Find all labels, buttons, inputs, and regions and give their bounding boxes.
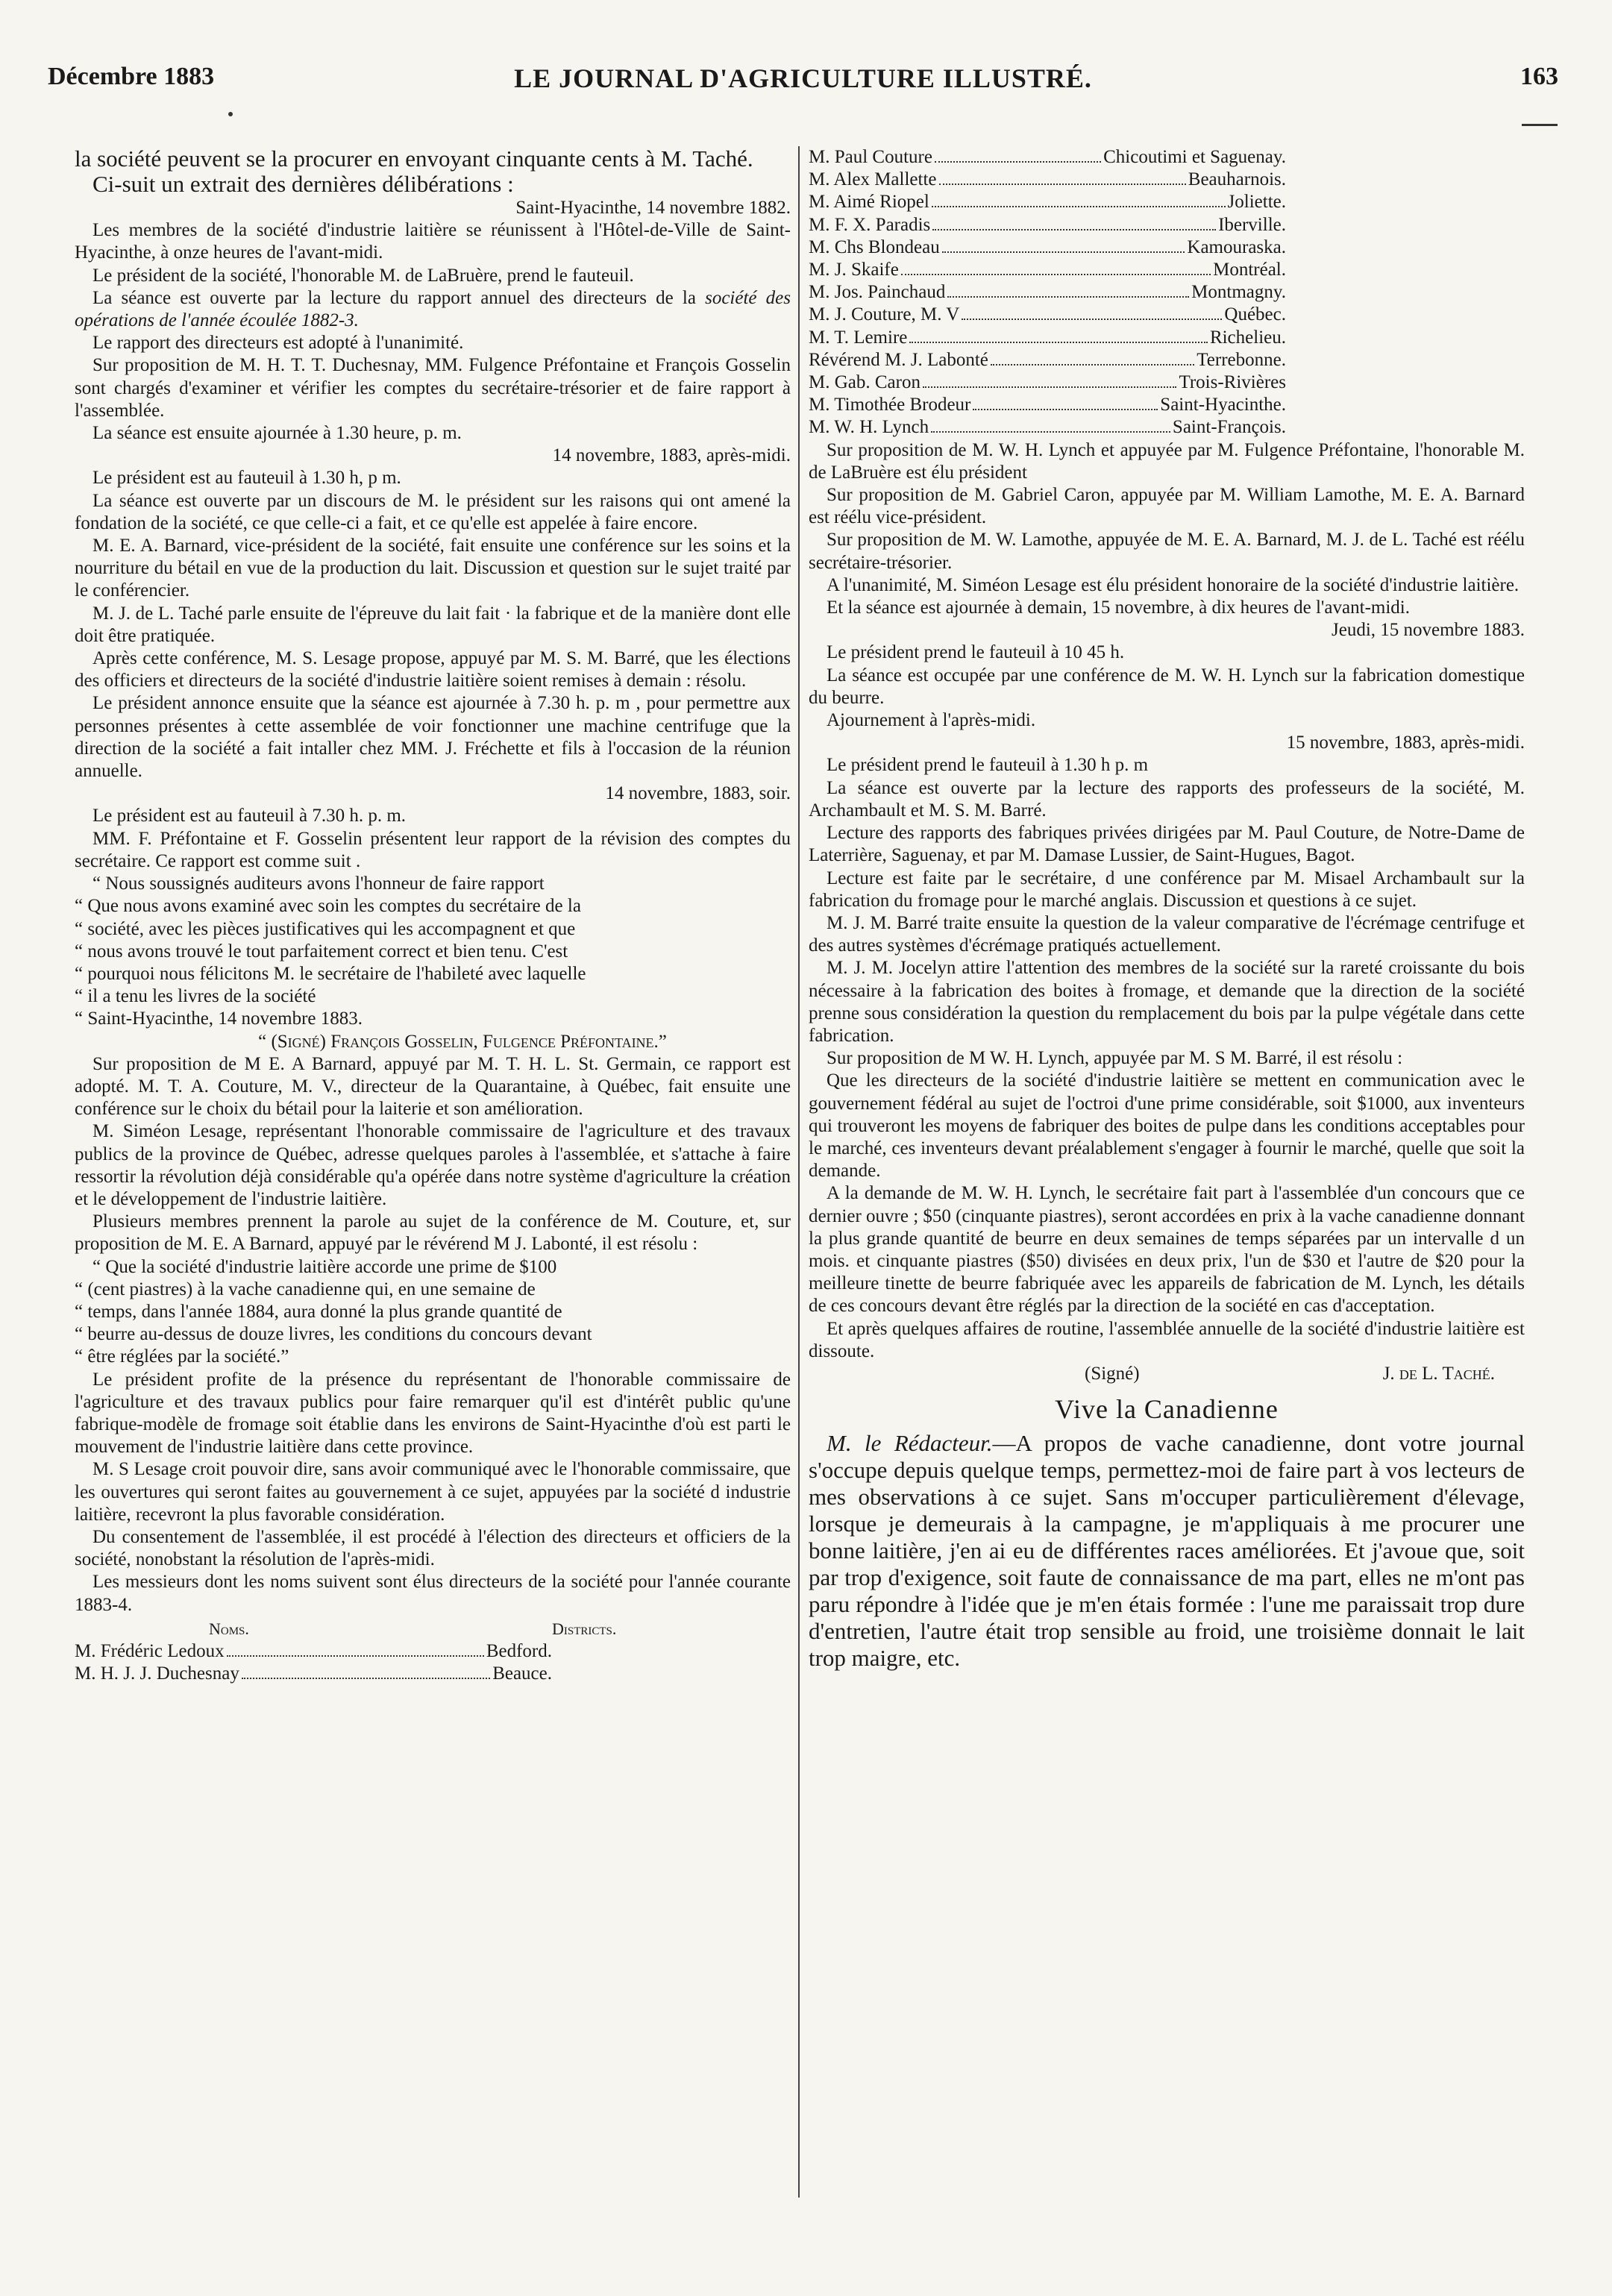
article-text: —A propos de vache canadienne, dont votre journal s'occupe depuis quelque temps, permettez-moi de faire part à vos lecteurs de mes observations à ce sujet. Sans m'occuper particulièrement d'élevage, lorsque je demeurais à la campagne, je m'appliquais à me procurer une bonne laitière, j'en ai eu de différentes races améliorées. Et j'avoue que, soit par trop d'exigence, soit faute de connaissance de ma part, elles ne m'ont pas paru répondre à l'idée que je m'en étais formée : l'une me paraissait trop dure d'entretien, l'autre était trop sensible au froid, une troisième donnait le lait trop maigre, etc. [809, 1430, 1525, 1672]
article-title: Vive la Canadienne [1055, 1394, 1279, 1425]
director-row [809, 236, 1286, 259]
directors-table-header [75, 1618, 791, 1640]
director-name: M. T. Lemire [809, 327, 908, 348]
date-line: 15 novembre, 1883, après-midi. [1286, 733, 1525, 753]
dot-leader [227, 1655, 484, 1657]
dot-leader [947, 296, 1189, 298]
date-line: 14 novembre, 1883, soir. [605, 783, 791, 804]
director-name: M. Aimé Riopel [809, 192, 929, 213]
resolution-line: “ temps, dans l'année 1884, aura donné la plus grande quantité de [75, 1301, 562, 1322]
director-district: Montmagny. [1191, 282, 1286, 303]
date-line: Saint-Hyacinthe, 14 novembre 1882. [515, 198, 791, 218]
director-district: Bedford. [486, 1641, 552, 1661]
paragraph: Et après quelques affaires de routine, l'assemblée annuelle de la société d'industrie laitière est dissoute. [809, 1318, 1525, 1361]
dot-leader [909, 342, 1208, 343]
paragraph: MM. F. Préfontaine et F. Gosselin présentent leur rapport de la révision des comptes du secrétaire. Ce rapport est comme suit . [75, 828, 791, 871]
ink-speck [228, 112, 233, 116]
article-paragraph [809, 1430, 1525, 1672]
paragraph: M. E. A. Barnard, vice-président de la société, fait ensuite une conférence sur les soins et la nourriture du bétail en vue de la production du lait. Discussion et question sur le sujet traité par le conférencier. [75, 536, 791, 601]
paragraph: La séance est ouverte par la lecture des rapports des professeurs de la société, M. Archambault et M. S. M. Barré. [809, 777, 1525, 821]
paragraph: La séance est ensuite ajournée à 1.30 heure, p. m. [92, 423, 462, 444]
left-column [75, 146, 791, 1685]
director-district: Saint-François. [1172, 417, 1286, 438]
quote-line: “ Que nous avons examiné avec soin les comptes du secrétaire de la [75, 896, 581, 917]
resolution-line: “ (cent piastres) à la vache canadienne qui, en une semaine de [75, 1279, 536, 1299]
paragraph: Le président de la société, l'honorable M. de LaBruère, prend le fauteuil. [92, 265, 634, 286]
director-district: Terrebonne. [1197, 349, 1286, 370]
paragraph: M. J. M. Barré traite ensuite la question de la valeur comparative de l'écrémage centrifuge et des autres systèmes d'écrémage pratiqués actuellement. [809, 912, 1525, 956]
italic-span: société des opérations de l'année écoulée 1882-3. [75, 287, 791, 331]
signed-label: (Signé) [1085, 1363, 1140, 1384]
director-row [809, 327, 1286, 349]
paragraph: A l'unanimité, M. Siméon Lesage est élu président honoraire de la société d'industrie laitière. [827, 574, 1520, 595]
paragraph: Sur proposition de M. Gabriel Caron, appuyée par M. William Lamothe, M. E. A. Barnard est réélu vice-président. [809, 485, 1525, 528]
paragraph: Le président est au fauteuil à 7.30 h. p. m. [92, 806, 407, 827]
quote-line: “ Nous soussignés auditeurs avons l'honneur de faire rapport [92, 873, 545, 894]
date-line: Jeudi, 15 novembre 1883. [1332, 620, 1525, 641]
paragraph: Ajournement à l'après-midi. [827, 710, 1036, 731]
director-name: M. Frédéric Ledoux [75, 1641, 225, 1661]
dot-leader [931, 431, 1170, 433]
article-salutation: M. le Rédacteur. [827, 1430, 993, 1457]
paragraph: Le président prend le fauteuil à 1.30 h p. m [827, 755, 1149, 776]
date-line: 14 novembre, 1883, après-midi. [552, 445, 791, 466]
paragraph: Après cette conférence, M. S. Lesage propose, appuyé par M. S. M. Barré, que les élections des officiers et directeurs de la société d'industrie laitière soient remises à demain : résolu. [75, 648, 791, 691]
signature-block [809, 1363, 1525, 1385]
paragraph: Les messieurs dont les noms suivent sont élus directeurs de la société pour l'année courante 1883-4. [75, 1572, 791, 1615]
director-row [809, 394, 1286, 416]
resolution-line: “ être réglées par la société.” [75, 1346, 289, 1367]
paragraph: Sur proposition de M. W. Lamothe, appuyée de M. E. A. Barnard, M. J. de L. Taché est réélu secrétaire-trésorier. [809, 530, 1525, 573]
quote-line: “ société, avec les pièces justificatives qui les accompagnent et que [75, 918, 576, 939]
resolution-line: “ beurre au-dessus de douze livres, les conditions du concours devant [75, 1324, 592, 1345]
paragraph: Sur proposition de M. H. T. T. Duchesnay, MM. Fulgence Préfontaine et François Gosselin sont chargés d'examiner et vérifier les comptes du secrétaire-trésorier et de faire rapport à l'assemblée. [75, 355, 791, 421]
column-divider [798, 146, 800, 2198]
paragraph: Et la séance est ajournée à demain, 15 novembre, à dix heures de l'avant-midi. [827, 597, 1410, 618]
paragraph: M. J. de L. Taché parle ensuite de l'épreuve du lait fait · la fabrique et de la manière dont elle doit être pratiquée. [75, 603, 791, 646]
director-name: Révérend M. J. Labonté [809, 349, 988, 370]
paragraph: la société peuvent se la procurer en envoyant cinquante cents à M. Taché. [75, 145, 753, 172]
paragraph: M. Siméon Lesage, représentant l'honorable commissaire de l'agriculture et des travaux publics de la province de Québec, adresse quelques paroles à l'assemblée, et s'attache à faire ressortir la révolution déjà considérable qu'a opérée dans notre système d'agriculture la création et le développement de l'industrie laitière. [75, 1121, 791, 1209]
director-row [809, 349, 1286, 371]
right-column [809, 146, 1525, 1672]
dot-leader [942, 251, 1185, 253]
page-number: 163 [1520, 63, 1558, 90]
paragraph: Le président profite de la présence du représentant de l'honorable commissaire de l'agriculture et des travaux publics pour faire remarquer qu'il est d'intérêt public qu'une fabrique-modèle de fromage soit établie dans les environs de Saint-Hyacinthe d'où est parti le mouvement de l'industrie laitière dans cette province. [75, 1369, 791, 1458]
director-name: M. Alex Mallette [809, 169, 937, 190]
director-row [809, 214, 1286, 236]
paragraph: Le président prend le fauteuil à 10 45 h. [827, 642, 1125, 663]
director-district: Saint-Hyacinthe. [1160, 395, 1286, 415]
director-row [75, 1663, 552, 1685]
dot-leader [939, 184, 1186, 185]
paragraph: Lecture des rapports des fabriques privées dirigées par M. Paul Couture, de Notre-Dame de Laterrière, Saguenay, et par M. Damase Lussier, de Saint-Hugues, Bagot. [809, 823, 1525, 866]
director-row [809, 146, 1286, 169]
director-row [809, 416, 1286, 439]
director-district: Richelieu. [1209, 327, 1286, 348]
director-row [809, 169, 1286, 191]
dot-leader [962, 319, 1222, 320]
director-row [809, 371, 1286, 394]
director-district: Trois-Rivières [1179, 372, 1286, 393]
paragraph: A la demande de M. W. H. Lynch, le secrétaire fait part à l'assemblée d'un concours que ce dernier ouvre ; $50 (cinquante piastres), seront accordées en prix à la vache canadienne donnant la plus grande quantité de beurre en deux semaines de temps séparées par un intervalle d un mois. et cinquante piastres ($50) divisées en deux prix, l'un de $30 et l'autre de $20 pour la meilleure tinette de beurre fabriquée avec les appareils de fabrication de M. Lynch, les détails de ces concours devant être réglés par la direction de la société en cas d'acceptation. [809, 1183, 1525, 1317]
director-district: Montréal. [1213, 260, 1286, 280]
paragraph: Les membres de la société d'industrie laitière se réunissent à l'Hôtel-de-Ville de Saint-Hyacinthe, à onze heures de l'avant-midi. [75, 220, 791, 263]
paragraph: M. J. M. Jocelyn attire l'attention des membres de la société sur la rareté croissante du bois nécessaire à la fabrication des boites à fromage, et demande que la direction de la société prenne sous considération la question du remplacement du bois par la pulpe végétale dans cette fabrication. [809, 958, 1525, 1046]
paragraph: Ci-suit un extrait des dernières délibérations : [92, 171, 514, 197]
header-rule [1522, 124, 1558, 126]
text-span: La séance est ouverte par la lecture du rapport annuel des directeurs de la [92, 287, 706, 308]
paragraph: Le rapport des directeurs est adopté à l'unanimité. [92, 333, 464, 354]
director-row [809, 281, 1286, 304]
director-district: Beauce. [492, 1663, 552, 1684]
page-header [48, 63, 1558, 95]
director-row [809, 191, 1286, 213]
dot-leader [901, 274, 1211, 275]
director-name: M. W. H. Lynch [809, 417, 929, 438]
director-name: M. Timothée Brodeur [809, 395, 971, 415]
column-header-districts: Districts. [552, 1619, 617, 1638]
paragraph: La séance est ouverte par un discours de M. le président sur les raisons qui ont amené la fondation de la société, ce que celle-ci a fait, et ce qu'elle est appelée à faire encore. [75, 490, 791, 533]
dot-leader [932, 206, 1226, 207]
dot-leader [973, 409, 1158, 410]
paragraph: Le président annonce ensuite que la séance est ajournée à 7.30 h. p. m , pour permettre aux personnes présentes à cette assemblée de voir fonctionner une machine centrifuge que la direction de la société a fait intaller chez MM. J. Fréchette et fils à l'occasion de la réunion annuelle. [75, 693, 791, 782]
quote-line: “ pourquoi nous félicitons M. le secrétaire de l'habileté avec laquelle [75, 963, 586, 984]
director-district: Kamouraska. [1187, 236, 1286, 257]
director-name: M. Chs Blondeau [809, 236, 940, 257]
director-name: M. Jos. Painchaud [809, 282, 946, 303]
director-row [809, 304, 1286, 326]
paragraph [75, 287, 791, 332]
journal-title: LE JOURNAL D'AGRICULTURE ILLUSTRÉ. [514, 63, 1092, 93]
resolution-line: “ Que la société d'industrie laitière accorde une prime de $100 [92, 1256, 557, 1277]
director-district: Joliette. [1227, 192, 1286, 213]
paragraph: Sur proposition de M W. H. Lynch, appuyée par M. S M. Barré, il est résolu : [827, 1048, 1403, 1069]
director-name: M. Paul Couture [809, 147, 932, 167]
dot-leader [935, 161, 1101, 163]
dot-leader [242, 1678, 490, 1679]
director-name: M. F. X. Paradis [809, 214, 931, 235]
quote-line: “ Saint-Hyacinthe, 14 novembre 1883. [75, 1009, 363, 1029]
dot-leader [991, 364, 1194, 366]
paragraph: La séance est occupée par une conférence de M. W. H. Lynch sur la fabrication domestique du beurre. [809, 665, 1525, 708]
column-header-names: Noms. [209, 1619, 249, 1638]
director-district: Québec. [1224, 304, 1286, 325]
director-district: Beauharnois. [1188, 169, 1286, 190]
paragraph: Le président est au fauteuil à 1.30 h, p m. [92, 468, 401, 489]
header-date: Décembre 1883 [48, 63, 215, 90]
paragraph: Sur proposition de M E. A Barnard, appuyé par M. T. H. L. St. Germain, ce rapport est adopté. M. T. A. Couture, M. V., directeur de la Quarantaine, à Québec, fait ensuite une conférence sur le choix du bétail pour la laiterie et son amélioration. [75, 1053, 791, 1120]
paragraph: Plusieurs membres prennent la parole au sujet de la conférence de M. Couture, et, sur proposition de M. E. A Barnard, appuyé par le révérend M J. Labonté, il est résolu : [75, 1211, 791, 1255]
director-name: M. J. Couture, M. V [809, 304, 960, 325]
paragraph: Que les directeurs de la société d'industrie laitière se mettent en communication avec le gouvernement fédéral au sujet de l'octroi d'une prime considérable, soit $1000, aux inventeurs qui trouveront les moyens de fabriquer des boites de pulpe dans les conditions acceptables pour le marché, ces inventeurs devant préalablement s'engager à fournir le marché, quelle que soit la demande. [809, 1070, 1525, 1182]
paragraph: Du consentement de l'assemblée, il est procédé à l'élection des directeurs et officiers de la société, nonobstant la résolution de l'après-midi. [75, 1526, 791, 1570]
paragraph: M. S Lesage croit pouvoir dire, sans avoir communiqué avec le l'honorable commissaire, que les ouvertures qui seront faites au gouvernement à ce sujet, appuyées par la société d industrie laitière, recevront la plus favorable considération. [75, 1459, 791, 1525]
quote-line: “ il a tenu les livres de la société [75, 986, 316, 1007]
director-row [809, 259, 1286, 281]
director-name: M. J. Skaife [809, 260, 899, 280]
director-district: Iberville. [1218, 214, 1286, 235]
dot-leader [932, 229, 1216, 230]
director-name: M. Gab. Caron [809, 372, 921, 393]
director-row [75, 1640, 552, 1663]
director-district: Chicoutimi et Saguenay. [1103, 147, 1286, 167]
paragraph: Sur proposition de M. W. H. Lynch et appuyée par M. Fulgence Préfontaine, l'honorable M. de LaBruère est élu président [809, 439, 1525, 483]
signed-name: J. de L. Taché. [1382, 1363, 1495, 1384]
signature-line: “ (Signé) François Gosselin, Fulgence Préfontaine.” [258, 1031, 667, 1052]
quote-line: “ nous avons trouvé le tout parfaitement correct et bien tenu. C'est [75, 941, 568, 962]
director-name: M. H. J. J. Duchesnay [75, 1663, 239, 1684]
dot-leader [923, 386, 1176, 388]
paragraph: Lecture est faite par le secrétaire, d une conférence par M. Misael Archambault sur la fabrication du fromage pour le marché anglais. Discussion et questions à ce sujet. [809, 868, 1525, 911]
